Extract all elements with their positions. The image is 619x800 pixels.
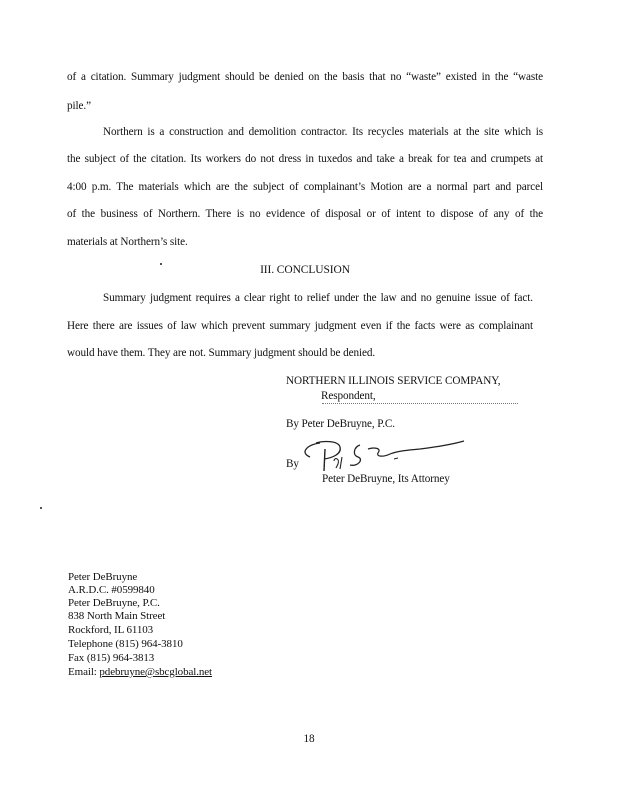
city-state-zip: Rockford, IL 61103 (68, 624, 154, 636)
email-label: Email: (68, 666, 100, 678)
speck (40, 507, 42, 509)
body-line: of a citation. Summary judgment should be denied on the basis that no “waste” existed in the “waste (67, 71, 543, 83)
body-line: materials at Northern’s site. (67, 236, 188, 248)
body-line: of the business of Northern. There is no evidence of disposal or of intent to dispose of any of the (67, 208, 543, 220)
email-link[interactable]: pdebruyne@sbcglobal.net (99, 666, 212, 678)
body-line: pile.” (67, 100, 91, 112)
party-name: NORTHERN ILLINOIS SERVICE COMPANY, (286, 375, 501, 387)
email-line (68, 666, 212, 678)
attorney-name: Peter DeBruyne (68, 571, 138, 583)
body-line: Summary judgment requires a clear right to relief under the law and no genuine issue of fact. (103, 292, 533, 304)
by-label: By (286, 458, 299, 470)
signature-underline (322, 403, 518, 404)
ardc-number: A.R.D.C. #0599840 (68, 584, 155, 596)
fax: Fax (815) 964-3813 (68, 652, 155, 664)
telephone: Telephone (815) 964-3810 (68, 638, 183, 650)
street-address: 838 North Main Street (68, 610, 166, 622)
body-line: 4:00 p.m. The materials which are the subject of complainant’s Motion are a normal part and parcel (67, 181, 543, 193)
signer-name: Peter DeBruyne, Its Attorney (322, 473, 450, 485)
firm-name: Peter DeBruyne, P.C. (68, 597, 160, 609)
firm-by-line: By Peter DeBruyne, P.C. (286, 418, 395, 430)
section-heading: III. CONCLUSION (260, 264, 350, 276)
body-line: the subject of the citation. Its workers do not dress in tuxedos and take a break for tea and crumpets at (67, 153, 543, 165)
body-line: Northern is a construction and demolition contractor. Its recycles materials at the site which is (103, 126, 543, 138)
page-number: 18 (303, 733, 315, 745)
body-line: Here there are issues of law which prevent summary judgment even if the facts were as complainant (67, 320, 533, 332)
party-role: Respondent, (321, 390, 376, 402)
body-line: would have them. They are not. Summary judgment should be denied. (67, 347, 376, 359)
